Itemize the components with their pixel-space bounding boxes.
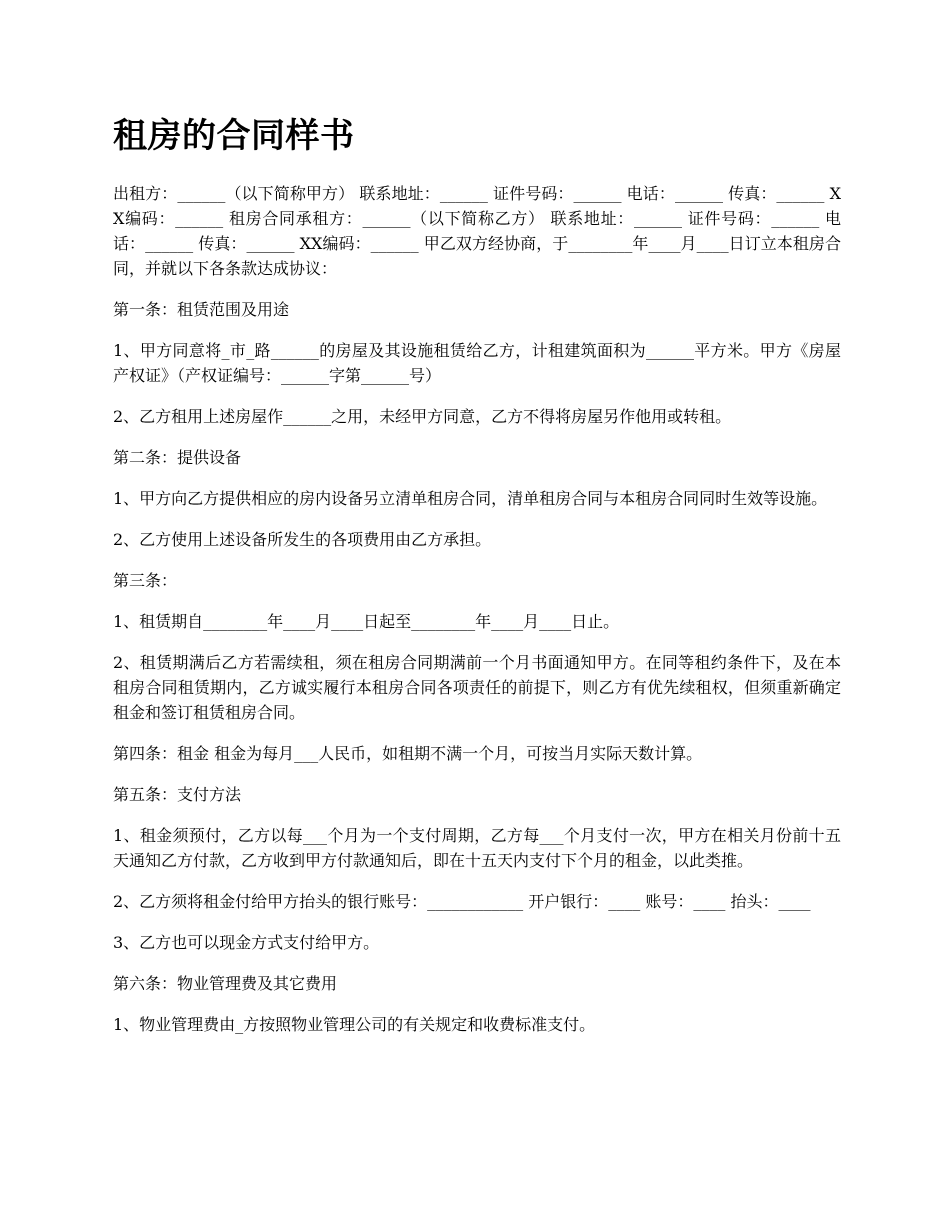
article-3-clause-1: 1、租赁期自________年____月____日起至________年____月____日止。 [113,612,620,631]
document-title: 租房的合同样书 [113,116,355,156]
article-3-heading: 第三条： [113,571,178,590]
article-5-clause-3: 3、乙方也可以现金方式支付给甲方。 [113,933,380,952]
article-2-clause-2: 2、乙方使用上述设备所发生的各项费用由乙方承担。 [113,530,492,549]
article-5-heading: 第五条：支付方法 [113,785,242,804]
article-6-heading: 第六条：物业管理费及其它费用 [113,974,338,993]
article-6-clause-1: 1、物业管理费由_方按照物业管理公司的有关规定和收费标准支付。 [113,1015,596,1034]
article-2-heading: 第二条：提供设备 [113,448,242,467]
article-5-clause-2: 2、乙方须将租金付给甲方抬头的银行账号：____________ 开户银行：____ 账号：____ 抬头：____ [113,892,811,911]
article-4-rent: 第四条：租金 租金为每月___人民币，如租期不满一个月，可按当月实际天数计算。 [113,744,703,763]
article-2-clause-1: 1、甲方向乙方提供相应的房内设备另立清单租房合同，清单租房合同与本租房合同同时生效等设施。 [113,489,828,508]
article-1-clause-2: 2、乙方租用上述房屋作______之用，未经甲方同意，乙方不得将房屋另作他用或转租。 [113,407,732,426]
article-1-heading: 第一条：租赁范围及用途 [113,300,290,319]
parties-paragraph: 出租方：______（以下简称甲方） 联系地址：______ 证件号码：______ 电话：______ 传真：______ XX编码：______ 租房合同承租方：______（以下简称乙方） 联系地址：______ 证件号码：______ 电话：______ 传真：______ XX编码：______ 甲乙双方经协商，于________年____月____日订立本租房合同，并就以下各条款达成协议： [113,184,841,278]
article-5-clause-1: 1、租金须预付，乙方以每___个月为一个支付周期，乙方每___个月支付一次，甲方在相关月份前十五天通知乙方付款，乙方收到甲方付款通知后，即在十五天内支付下个月的租金，以此类推。 [113,826,841,870]
article-1-clause-1: 1、甲方同意将_市_路______的房屋及其设施租赁给乙方，计租建筑面积为______平方米。甲方《房屋产权证》（产权证编号：______字第______号） [113,341,841,385]
document-page [113,112,841,1053]
article-3-clause-2: 2、租赁期满后乙方若需续租，须在租房合同期满前一个月书面通知甲方。在同等租约条件下，及在本租房合同租赁期内，乙方诚实履行本租房合同各项责任的前提下，则乙方有优先续租权，但须重新确定租金和签订租赁租房合同。 [113,653,841,722]
